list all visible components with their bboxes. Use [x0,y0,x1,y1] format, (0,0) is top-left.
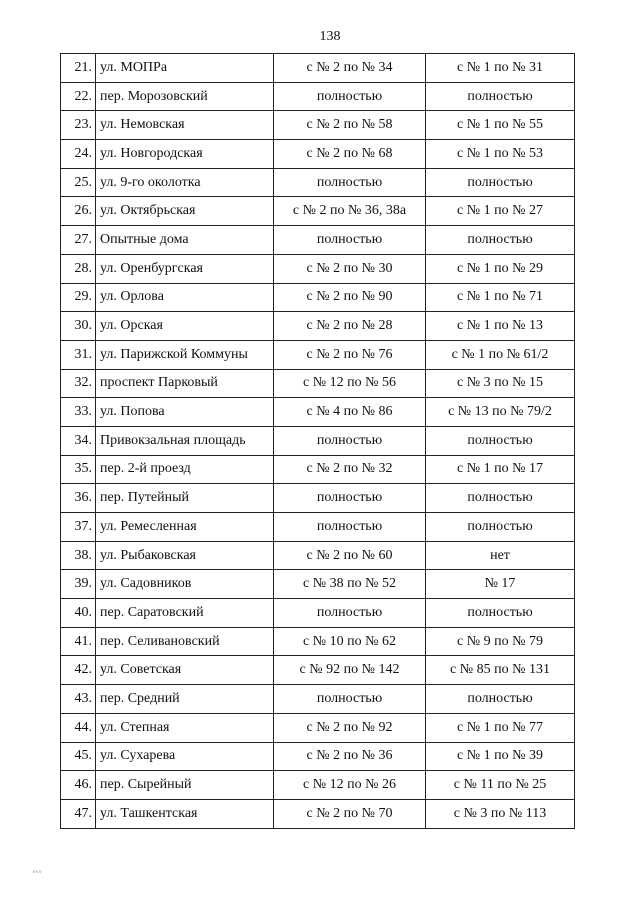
even-house-range: с № 4 по № 86 [274,398,426,427]
row-number: 37. [61,513,96,542]
row-number: 21. [61,54,96,83]
street-name: ул. Сухарева [96,742,274,771]
odd-house-range: с № 1 по № 71 [426,283,575,312]
street-name: проспект Парковый [96,369,274,398]
odd-house-range: № 17 [426,570,575,599]
row-number: 35. [61,455,96,484]
street-name: пер. Морозовский [96,82,274,111]
street-name: ул. Ремесленная [96,513,274,542]
odd-house-range: нет [426,541,575,570]
even-house-range: с № 2 по № 36 [274,742,426,771]
odd-house-range: с № 1 по № 13 [426,312,575,341]
street-name: ул. Ташкентская [96,799,274,828]
odd-house-range: с № 1 по № 61/2 [426,340,575,369]
row-number: 29. [61,283,96,312]
street-name: пер. 2-й проезд [96,455,274,484]
odd-house-range: с № 13 по № 79/2 [426,398,575,427]
table-row [61,340,575,369]
table-row [61,541,575,570]
street-name: ул. Рыбаковская [96,541,274,570]
row-number: 31. [61,340,96,369]
row-number: 34. [61,426,96,455]
even-house-range: с № 2 по № 36, 38а [274,197,426,226]
table-row [61,82,575,111]
row-number: 24. [61,140,96,169]
street-name: ул. Парижской Коммуны [96,340,274,369]
even-house-range: с № 2 по № 32 [274,455,426,484]
street-name: пер. Сырейный [96,771,274,800]
table-row [61,312,575,341]
row-number: 26. [61,197,96,226]
even-house-range: полностью [274,484,426,513]
table-row [61,455,575,484]
even-house-range: с № 2 по № 76 [274,340,426,369]
row-number: 27. [61,226,96,255]
odd-house-range: полностью [426,484,575,513]
even-house-range: с № 2 по № 30 [274,254,426,283]
odd-house-range: с № 3 по № 113 [426,799,575,828]
odd-house-range: с № 1 по № 53 [426,140,575,169]
table-row [61,484,575,513]
even-house-range: с № 12 по № 26 [274,771,426,800]
even-house-range: с № 2 по № 60 [274,541,426,570]
row-number: 38. [61,541,96,570]
odd-house-range: полностью [426,426,575,455]
row-number: 23. [61,111,96,140]
street-name: ул. Немовская [96,111,274,140]
table-row [61,111,575,140]
row-number: 30. [61,312,96,341]
odd-house-range: с № 1 по № 27 [426,197,575,226]
odd-house-range: с № 1 по № 55 [426,111,575,140]
table-row [61,627,575,656]
odd-house-range: с № 1 по № 77 [426,713,575,742]
table-row [61,771,575,800]
row-number: 43. [61,685,96,714]
odd-house-range: с № 1 по № 39 [426,742,575,771]
odd-house-range: с № 9 по № 79 [426,627,575,656]
even-house-range: с № 2 по № 90 [274,283,426,312]
even-house-range: полностью [274,168,426,197]
odd-house-range: полностью [426,513,575,542]
row-number: 41. [61,627,96,656]
even-house-range: с № 12 по № 56 [274,369,426,398]
row-number: 32. [61,369,96,398]
even-house-range: полностью [274,82,426,111]
table-row [61,254,575,283]
table-row [61,742,575,771]
odd-house-range: полностью [426,599,575,628]
row-number: 45. [61,742,96,771]
even-house-range: с № 2 по № 70 [274,799,426,828]
street-name: ул. МОПРа [96,54,274,83]
odd-house-range: с № 11 по № 25 [426,771,575,800]
street-name: ул. Оренбургская [96,254,274,283]
odd-house-range: с № 85 по № 131 [426,656,575,685]
table-row [61,599,575,628]
row-number: 33. [61,398,96,427]
even-house-range: с № 2 по № 28 [274,312,426,341]
table-body [61,54,575,829]
odd-house-range: с № 1 по № 29 [426,254,575,283]
table-row [61,197,575,226]
row-number: 39. [61,570,96,599]
even-house-range: с № 2 по № 34 [274,54,426,83]
street-name: ул. Степная [96,713,274,742]
table-row [61,513,575,542]
street-name: пер. Селивановский [96,627,274,656]
street-name: ул. Новгородская [96,140,274,169]
row-number: 25. [61,168,96,197]
street-name: пер. Саратовский [96,599,274,628]
table-row [61,283,575,312]
row-number: 36. [61,484,96,513]
odd-house-range: с № 3 по № 15 [426,369,575,398]
even-house-range: полностью [274,599,426,628]
street-name: Привокзальная площадь [96,426,274,455]
street-name: ул. Орская [96,312,274,341]
odd-house-range: полностью [426,226,575,255]
table-row [61,713,575,742]
scan-artifact-mark: ᵒˢᵒ [33,868,43,877]
odd-house-range: с № 1 по № 31 [426,54,575,83]
table-row [61,369,575,398]
table-row [61,140,575,169]
even-house-range: с № 38 по № 52 [274,570,426,599]
street-name: ул. Попова [96,398,274,427]
even-house-range: с № 2 по № 58 [274,111,426,140]
even-house-range: полностью [274,685,426,714]
odd-house-range: полностью [426,168,575,197]
even-house-range: полностью [274,426,426,455]
row-number: 28. [61,254,96,283]
odd-house-range: полностью [426,82,575,111]
street-name: ул. Орлова [96,283,274,312]
even-house-range: полностью [274,513,426,542]
row-number: 46. [61,771,96,800]
row-number: 47. [61,799,96,828]
even-house-range: с № 2 по № 92 [274,713,426,742]
table-row [61,685,575,714]
table-row [61,168,575,197]
street-name: ул. Садовников [96,570,274,599]
even-house-range: полностью [274,226,426,255]
row-number: 44. [61,713,96,742]
odd-house-range: полностью [426,685,575,714]
row-number: 40. [61,599,96,628]
table-row [61,54,575,83]
row-number: 22. [61,82,96,111]
table-row [61,426,575,455]
table-row [61,398,575,427]
street-name: пер. Средний [96,685,274,714]
street-name: ул. Октябрьская [96,197,274,226]
table-row [61,570,575,599]
table-row [61,226,575,255]
table-row [61,656,575,685]
row-number: 42. [61,656,96,685]
street-name: пер. Путейный [96,484,274,513]
street-name: ул. 9-го околотка [96,168,274,197]
even-house-range: с № 2 по № 68 [274,140,426,169]
street-name: ул. Советская [96,656,274,685]
page-number: 138 [319,29,341,44]
even-house-range: с № 10 по № 62 [274,627,426,656]
even-house-range: с № 92 по № 142 [274,656,426,685]
odd-house-range: с № 1 по № 17 [426,455,575,484]
table-row [61,799,575,828]
street-address-table [60,53,575,829]
street-name: Опытные дома [96,226,274,255]
